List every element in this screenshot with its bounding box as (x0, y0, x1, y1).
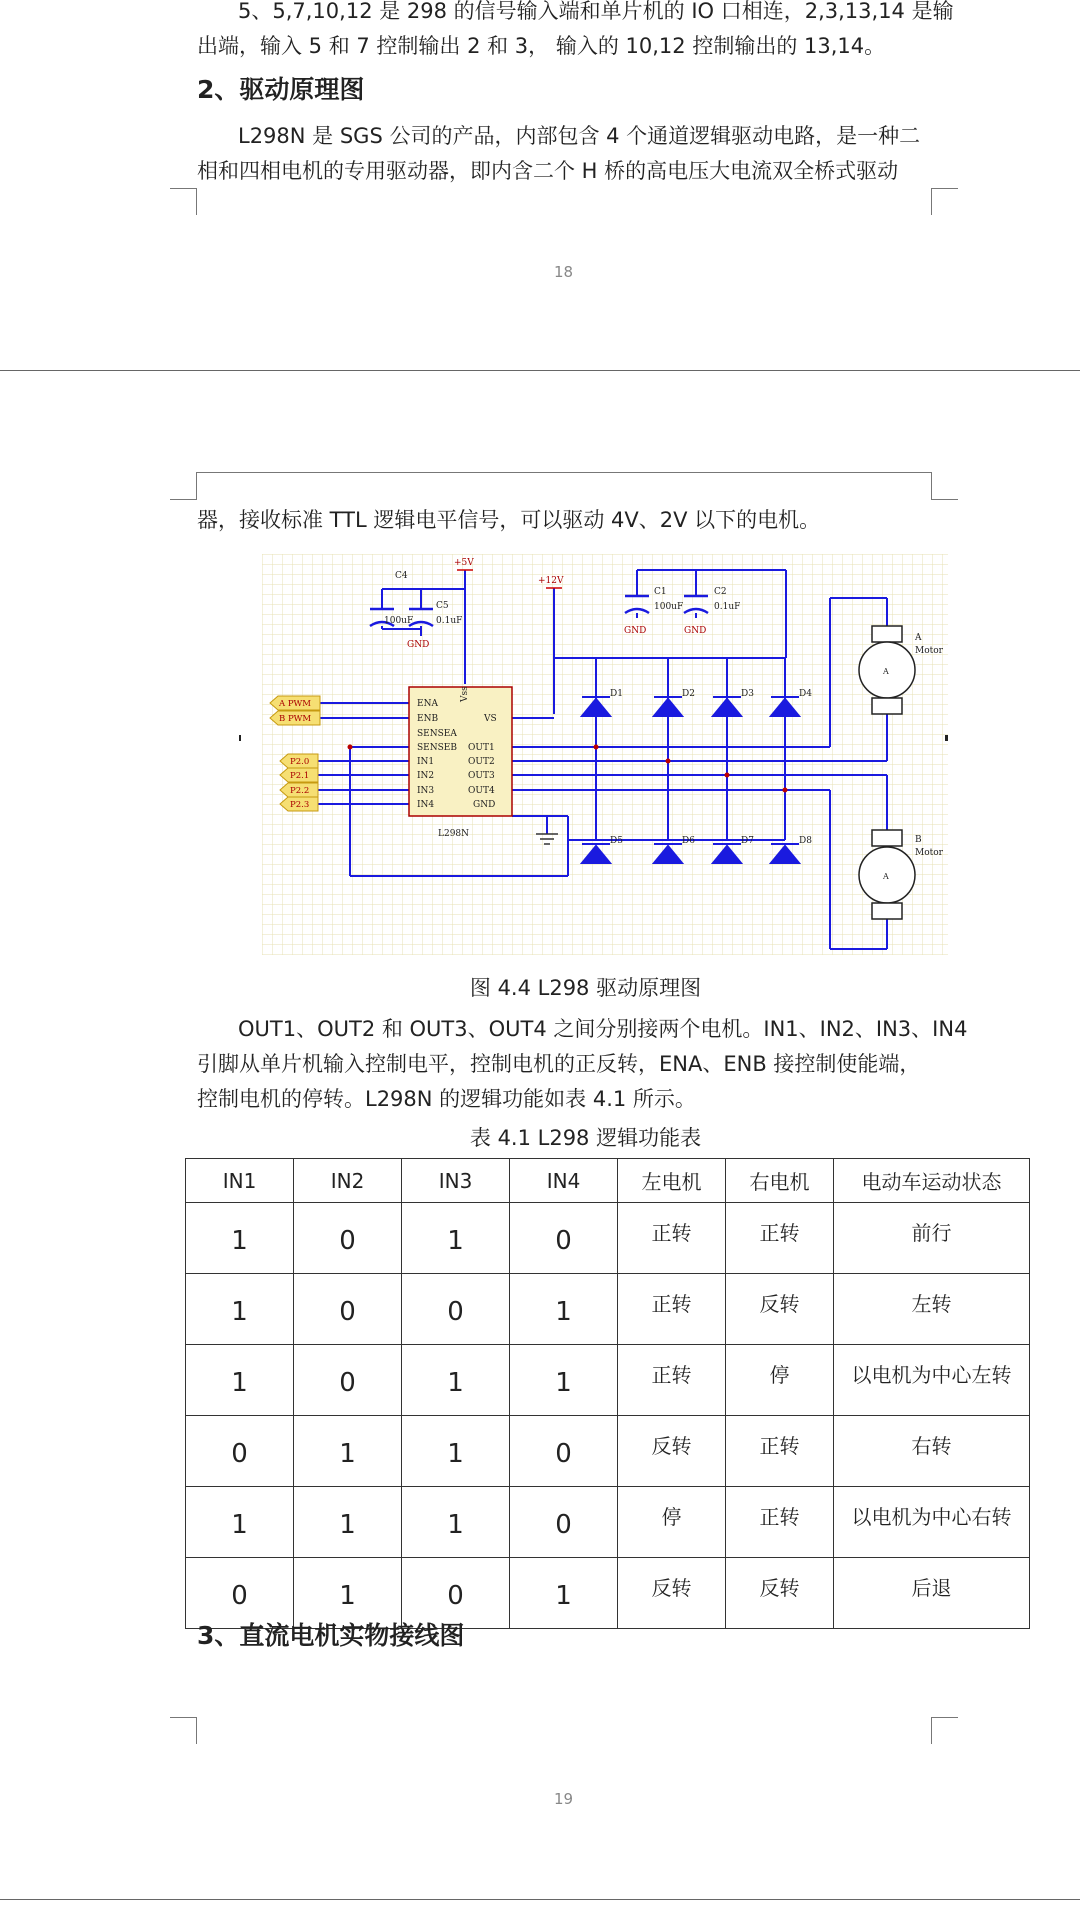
table-cell: 1 (186, 1274, 294, 1345)
page-corner-mark (931, 188, 958, 215)
page-corner-mark (931, 473, 958, 500)
paragraph-line: 器，接收标准 TTL 逻辑电平信号，可以驱动 4V、2V 以下的电机。 (197, 508, 821, 532)
cap-c4-label: C4 (395, 571, 408, 581)
figure-caption: 图 4.4 L298 驱动原理图 (469, 976, 702, 1000)
diode-d5-label: D5 (610, 836, 623, 846)
diode-d7-label: D7 (741, 836, 754, 846)
pin-out4: OUT4 (468, 786, 495, 796)
header-rule (196, 472, 932, 473)
pin-senseb: SENSEB (417, 743, 457, 753)
diode-d2-label: D2 (682, 689, 695, 699)
table-cell: 0 (294, 1274, 402, 1345)
pin-gnd: GND (473, 800, 496, 810)
chip-name-label: L298N (438, 829, 470, 839)
cap-c2-label: C2 (714, 587, 727, 597)
cap-c2-value: 0.1uF (714, 602, 741, 612)
table-cell: 正转 (726, 1416, 834, 1487)
supply-5v-label: +5V (454, 558, 474, 568)
pin-ena: ENA (417, 699, 438, 709)
table-cell: 0 (510, 1416, 618, 1487)
table-header-cell: 电动车运动状态 (834, 1159, 1030, 1203)
table-cell: 停 (618, 1487, 726, 1558)
table-cell: 正转 (618, 1274, 726, 1345)
table-cell: 正转 (618, 1203, 726, 1274)
pin-in1: IN1 (417, 757, 435, 767)
cap-c1-value: 100uF (654, 602, 684, 612)
pin-out1: OUT1 (468, 743, 495, 753)
table-cell: 1 (402, 1203, 510, 1274)
input-p23-label: P2.3 (290, 800, 310, 810)
page-separator (0, 370, 1080, 371)
paragraph-line: 出端，输入 5 和 7 控制输出 2 和 3， 输入的 10,12 控制输出的 13,14。 (197, 34, 886, 58)
motor-b-center-letter: A (883, 872, 889, 881)
table-cell: 1 (294, 1416, 402, 1487)
table-cell: 1 (402, 1416, 510, 1487)
paragraph-line: OUT1、OUT2 和 OUT3、OUT4 之间分别接两个电机。IN1、IN2、IN3、IN4 (238, 1017, 968, 1041)
pin-in2: IN2 (417, 771, 435, 781)
gnd-label: GND (624, 626, 647, 636)
table-cell: 0 (510, 1487, 618, 1558)
table-cell: 1 (402, 1487, 510, 1558)
table-cell: 0 (294, 1345, 402, 1416)
pin-enb: ENB (417, 714, 439, 724)
table-cell: 0 (294, 1203, 402, 1274)
page-number: 19 (553, 1790, 574, 1808)
pin-out3: OUT3 (468, 771, 495, 781)
table-header-cell: IN4 (510, 1159, 618, 1203)
logic-function-table (185, 1158, 1030, 1629)
page-number: 18 (553, 263, 574, 281)
page-corner-mark (931, 1717, 958, 1744)
page-separator (0, 1899, 1080, 1900)
table-cell: 右转 (834, 1416, 1030, 1487)
gnd-label: GND (407, 640, 430, 650)
input-p21-label: P2.1 (290, 771, 310, 781)
table-cell: 停 (726, 1345, 834, 1416)
table-header-cell: IN2 (294, 1159, 402, 1203)
table-cell: 1 (402, 1345, 510, 1416)
figure-anchor-tick (239, 735, 241, 741)
motor-a-letter: A (915, 633, 922, 643)
table-cell: 1 (294, 1487, 402, 1558)
paragraph-line: 5、5,7,10,12 是 298 的信号输入端和单片机的 IO 口相连，2,3,13,14 是输 (238, 0, 954, 23)
input-b-pwm-label: B PWM (279, 714, 312, 724)
table-cell: 1 (510, 1345, 618, 1416)
table-cell: 正转 (726, 1487, 834, 1558)
table-row (186, 1345, 1030, 1416)
table-cell: 0 (402, 1274, 510, 1345)
pin-vss: Vss (460, 686, 470, 702)
motor-b-word: Motor (915, 848, 943, 858)
table-header-row (186, 1159, 1030, 1203)
table-cell: 左转 (834, 1274, 1030, 1345)
diode-d4-label: D4 (799, 689, 812, 699)
diode-d3-label: D3 (741, 689, 754, 699)
paragraph-line: 相和四相电机的专用驱动器，即内含二个 H 桥的高电压大电流双全桥式驱动 (197, 159, 899, 183)
motor-a-center-letter: A (883, 667, 889, 676)
l298-schematic-figure (262, 554, 948, 955)
table-row (186, 1416, 1030, 1487)
table-header-cell: IN3 (402, 1159, 510, 1203)
page-corner-mark (170, 188, 197, 215)
table-row (186, 1203, 1030, 1274)
supply-12v-label: +12V (538, 576, 564, 586)
cap-c1-label: C1 (654, 587, 667, 597)
paragraph-line: 引脚从单片机输入控制电平，控制电机的正反转，ENA、ENB 接控制使能端， (197, 1052, 921, 1076)
schematic-grid (262, 554, 948, 955)
pin-in3: IN3 (417, 786, 435, 796)
pin-out2: OUT2 (468, 757, 495, 767)
table-cell: 0 (402, 1558, 510, 1629)
paragraph-line: 控制电机的停转。L298N 的逻辑功能如表 4.1 所示。 (197, 1087, 696, 1111)
section-heading: 2、驱动原理图 (197, 75, 365, 104)
paragraph-line: L298N 是 SGS 公司的产品，内部包含 4 个通道逻辑驱动电路，是一种二 (238, 124, 921, 148)
table-caption: 表 4.1 L298 逻辑功能表 (469, 1126, 702, 1150)
table-cell: 以电机为中心左转 (834, 1345, 1030, 1416)
table-cell: 1 (186, 1203, 294, 1274)
input-p22-label: P2.2 (290, 786, 310, 796)
pin-sensea: SENSEA (417, 729, 457, 739)
table-cell: 0 (186, 1416, 294, 1487)
table-row (186, 1274, 1030, 1345)
table-cell: 反转 (618, 1416, 726, 1487)
input-p20-label: P2.0 (290, 757, 310, 767)
table-cell: 1 (186, 1487, 294, 1558)
table-cell: 1 (510, 1558, 618, 1629)
table-cell: 0 (186, 1558, 294, 1629)
cap-c5-value: 0.1uF (436, 616, 463, 626)
diode-d1-label: D1 (610, 689, 623, 699)
table-cell: 0 (510, 1203, 618, 1274)
table-header-cell: 左电机 (618, 1159, 726, 1203)
motor-a-word: Motor (915, 646, 943, 656)
table-cell: 以电机为中心右转 (834, 1487, 1030, 1558)
table-cell: 反转 (726, 1558, 834, 1629)
table-cell: 反转 (726, 1274, 834, 1345)
table-cell: 1 (510, 1274, 618, 1345)
table-cell: 后退 (834, 1558, 1030, 1629)
table-row (186, 1487, 1030, 1558)
page-corner-mark (170, 473, 197, 500)
table-cell: 1 (186, 1345, 294, 1416)
page-corner-mark (170, 1717, 197, 1744)
diode-d6-label: D6 (682, 836, 695, 846)
gnd-label: GND (684, 626, 707, 636)
table-header-cell: IN1 (186, 1159, 294, 1203)
table-cell: 正转 (618, 1345, 726, 1416)
pin-vs: VS (484, 714, 497, 724)
table-cell: 正转 (726, 1203, 834, 1274)
cap-c4-value: 100uF (384, 616, 414, 626)
table-header-cell: 右电机 (726, 1159, 834, 1203)
diode-d8-label: D8 (799, 836, 812, 846)
table-cell: 1 (294, 1558, 402, 1629)
input-a-pwm-label: A PWM (279, 699, 311, 709)
cap-c5-label: C5 (436, 601, 449, 611)
table-cell: 前行 (834, 1203, 1030, 1274)
motor-b-letter: B (915, 835, 922, 845)
table-cell: 反转 (618, 1558, 726, 1629)
section-heading: 3、直流电机实物接线图 (197, 1621, 465, 1650)
pin-in4: IN4 (417, 800, 435, 810)
figure-anchor-tick (945, 735, 948, 741)
